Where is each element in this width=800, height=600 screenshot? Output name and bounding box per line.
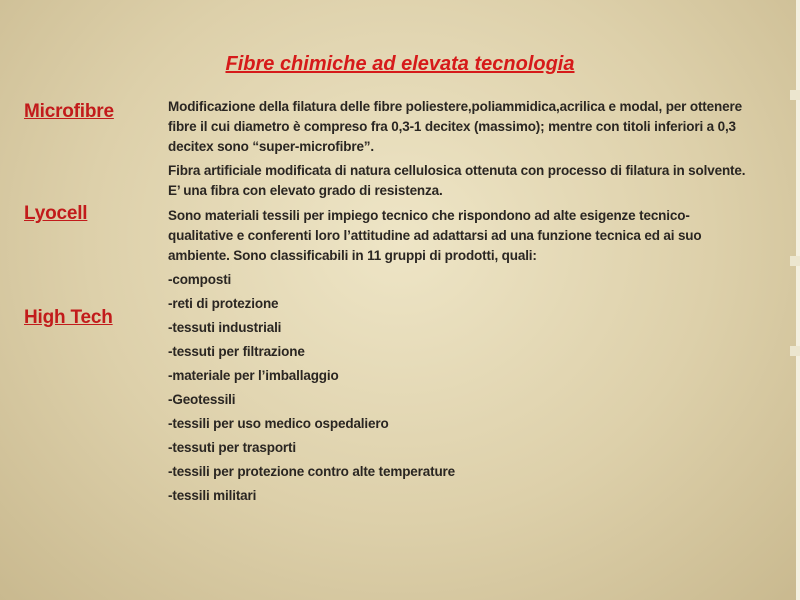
lyocell-definition [168, 161, 748, 201]
edge-notch [790, 346, 800, 356]
list-item: -Geotessili [168, 392, 236, 407]
list-item: -materiale per l’imballaggio [168, 368, 339, 383]
text-line: qualitative e conferenti loro l’attitudine ad adattarsi ad una funzione tecnica ed ai suo [168, 228, 702, 243]
edge-notch [790, 256, 800, 266]
term-lyocell: Lyocell [24, 203, 88, 224]
list-item: -tessili per protezione contro alte temperature [168, 464, 456, 479]
product-groups-list [168, 268, 748, 508]
list-item: -tessili per uso medico ospedaliero [168, 416, 389, 431]
list-item: -tessuti per trasporti [168, 440, 296, 455]
term-microfibre: Microfibre [24, 101, 114, 122]
text-line: fibre il cui diametro è compreso fra 0,3-1 decitex (massimo); mentre con titoli inferiori a 0,3 [168, 119, 736, 134]
hightech-definition [168, 206, 748, 266]
text-line: Modificazione della filatura delle fibre poliestere,poliammidica,acrilica e modal, per ottenere [168, 99, 742, 114]
list-item: -tessuti industriali [168, 320, 282, 335]
list-item: -tessili militari [168, 488, 257, 503]
edge-notch [790, 90, 800, 100]
microfibre-definition [168, 97, 748, 157]
text-line: ambiente. Sono classificabili in 11 gruppi di prodotti, quali: [168, 248, 537, 263]
text-line: Sono materiali tessili per impiego tecnico che rispondono ad alte esigenze tecnico- [168, 208, 690, 223]
term-high-tech: High Tech [24, 307, 113, 328]
list-item: -tessuti per filtrazione [168, 344, 305, 359]
text-line: E’ una fibra con elevato grado di resistenza. [168, 183, 443, 198]
slide-title: Fibre chimiche ad elevata tecnologia [225, 53, 575, 75]
text-line: Fibra artificiale modificata di natura cellulosica ottenuta con processo di filatura in solvente. [168, 163, 746, 178]
text-line: decitex sono “super-microfibre”. [168, 139, 374, 154]
list-item: -composti [168, 272, 232, 287]
list-item: -reti di protezione [168, 296, 279, 311]
